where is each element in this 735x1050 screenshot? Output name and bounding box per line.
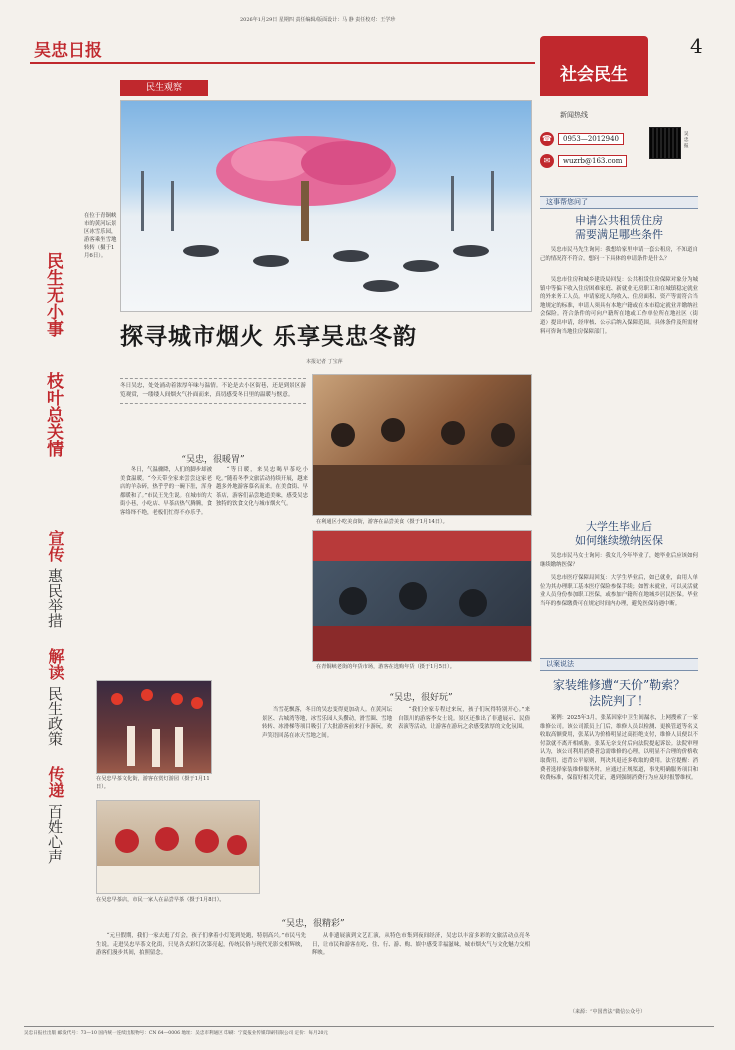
lead-paragraph: 冬日吴忠，处处涌动着浓厚年味与温情。不论是去小区街巷，还是到景区游览观赏，一缕缕人间烟火气扑面而来，真切感受冬日里的温暖与惬意。 <box>120 378 306 404</box>
text-col-c <box>262 706 392 898</box>
main-photo-caption: 在位于青铜峡市的黄河坛景区冰雪乐园，游客乘坐雪地转转（摄于1月6日）。 <box>84 213 117 259</box>
slogan-right-1b: 惠民举措 <box>46 568 64 628</box>
qa-title-3: 大学生毕业后 <box>586 520 652 533</box>
email-address: wuzrb@163.com <box>558 155 627 167</box>
para-d: “我们全家专程过来玩，孩子们玩得特别开心。”来自银川的游客李女士说。景区还推出了非遗展示、民俗表演等活动，让游客在游玩之余感受浓厚的文化氛围。 <box>398 707 530 731</box>
qa-answer <box>540 276 698 506</box>
case-label: 以案说法 <box>540 658 698 671</box>
page-number: 4 <box>690 34 703 58</box>
phone-number: 0953—2012940 <box>558 133 624 145</box>
section-badge <box>540 36 648 96</box>
text-col-a <box>120 466 212 676</box>
tea-photo <box>96 800 260 894</box>
subhead-2: “吴忠，很好玩” <box>389 693 453 703</box>
case-title-1: 家装维修遭“天价”勒索？ <box>552 678 686 692</box>
para-b: “等日暖，来吴忠喝早茶吃小吃。”随着冬季文旅活动持续开展，越来越多外地游客慕名而来。在美食街、早茶店，游客们品尝地道美味，感受吴忠独特的饮食文化与城市烟火气。 <box>216 467 308 508</box>
slogan-right-3b: 百姓心声 <box>46 804 64 864</box>
phone-row <box>540 132 624 146</box>
byline: 本报记者 丁宝萍 <box>306 359 343 365</box>
footer-divider <box>24 1026 714 1027</box>
qa-intro2-text: 吴忠市民马女士询问：我女儿今年毕业了，她毕业后应该如何继续缴纳医保？ <box>540 553 698 568</box>
slogan-left-1: 民生无小事 <box>43 252 63 337</box>
qa-title-1: 申请公共租赁住房 <box>575 214 663 227</box>
slogan-right-1a: 宣传 <box>46 530 65 562</box>
left-slogan-bar <box>32 252 62 492</box>
hotline-box <box>540 110 698 190</box>
main-photo <box>120 100 532 312</box>
market-photo <box>312 530 532 662</box>
case-source: （来源：“中国普法”微信公众号） <box>570 1009 646 1015</box>
footer: 吴忠日报社出版 邮发代号：73—10 国内统一连续出版物号：CN 64—0006 地址：吴忠市利通区 印刷：宁夏报业传媒印刷有限公司 定价：每月20元 <box>24 1031 329 1036</box>
qa-answer2-text: 吴忠市医疗保障局回复：大学生毕业后，如已就业，由用人单位为其办理职工基本医疗保险参保手续；如暂未就业，可以灵活就业人员身份参加职工医保，或参加户籍所在地城乡居民医保。毕业当年的参保缴费可在规定时间内办理，避免医保待遇中断。 <box>540 575 698 607</box>
right-slogan-bar <box>30 530 64 1010</box>
email-icon: ✉ <box>540 154 554 168</box>
family-tea-illustration <box>97 801 259 893</box>
slogan-right-3a: 传递 <box>46 766 65 798</box>
para-c: 当雪花飘落，冬日的吴忠变得更加动人。在黄河坛景区、古城湾等地，冰雪乐园人头攒动，滑雪圈、雪地转转、冰滑梯等项目吸引了大批游客前来打卡游玩，欢声笑语回荡在冰天雪地之间。 <box>262 707 392 739</box>
para-e: “元旦假期，我们一家去逛了灯会，孩子们拿着小灯笼到处跑，特别高兴。”市民马先生说。走进吴忠早茶文化街，只见各式彩灯次第亮起，传统民俗与现代光影交相辉映，游客们漫步其间，拍照留念。 <box>96 933 306 957</box>
para-a: 冬日，气温骤降，人们的脚步却被美食温暖。“今天带全家来尝尝这家老店的羊杂碎，热乎乎的一碗下肚，浑身都暖和了。”市民王先生说。在城市的大街小巷，小吃店、早茶店热气腾腾，食客络绎不绝，老板们忙得不亦乐乎。 <box>120 467 212 516</box>
hotline-title: 新闻热线 <box>560 111 588 119</box>
qa-intro-text: 吴忠市民马先生询问：我想给家里申请一套公租房，不知道自己的情况符不符合，想问一下具体的申请条件是什么？ <box>540 247 698 262</box>
snow-scene-illustration <box>121 101 531 311</box>
food-street-photo <box>312 374 532 516</box>
top-bar: 2026年1月29日 星期四 责任编辑/版面设计：马 静 责任校对：王学珍 <box>240 17 396 23</box>
feature-tag: 民生观察 <box>120 80 208 96</box>
tea-caption: 在吴忠早茶店，市民一家人在品尝早茶（摄于1月8日）。 <box>96 897 225 903</box>
text-col-e <box>96 932 306 1020</box>
qa-label: 这事帮您问了 <box>540 196 698 209</box>
phone-icon: ☎ <box>540 132 554 146</box>
para-f: 从非遗展演到文艺汇演，从特色市集到夜间经济，吴忠以丰富多彩的文旅活动点亮冬日，让市民和游客在吃、住、行、游、购、娱中感受幸福滋味，城市烟火气与文化魅力交相辉映。 <box>312 933 530 957</box>
qr-code <box>650 128 680 158</box>
email-row <box>540 154 627 168</box>
section-name: 社会民生 <box>560 65 628 85</box>
qa-intro-2 <box>540 552 698 572</box>
header-divider <box>30 62 535 64</box>
qa-intro <box>540 246 698 274</box>
lantern-photo <box>96 680 212 774</box>
headline: 探寻城市烟火 乐享吴忠冬韵 <box>120 323 418 350</box>
case-title-2: 法院判了！ <box>588 694 649 708</box>
diners-illustration <box>313 375 531 515</box>
lantern-caption: 在吴忠早茶文化街，游客在赏灯游园（摄于1月11日）。 <box>96 776 210 790</box>
qa-answer-2 <box>540 574 698 646</box>
qr-label: 吴忠报 <box>684 132 689 149</box>
market-crowd-illustration <box>313 531 531 661</box>
food-street-caption: 在利通区小吃美食街，游客在品尝美食（摄于1月14日）。 <box>316 519 448 525</box>
lantern-illustration <box>97 681 211 773</box>
text-col-d <box>398 706 530 898</box>
subhead-3: “吴忠，很精彩” <box>281 919 345 929</box>
text-col-b <box>216 466 308 676</box>
subhead-1: “吴忠，很暖胃” <box>181 455 245 465</box>
qa-title-2: 需要满足哪些条件 <box>575 228 663 241</box>
case-body <box>540 714 698 1004</box>
text-col-f <box>312 932 530 1020</box>
masthead: 吴忠日报 <box>34 41 102 61</box>
slogan-right-2b: 民生政策 <box>46 686 64 746</box>
market-caption: 在青铜峡老街的年货市场，游客在选购年货（摄于1月5日）。 <box>316 664 455 670</box>
qa-answer-text: 吴忠市住房和城乡建设局回复：公共租赁住房保障对象分为城镇中等偏下收入住房困难家庭、新就业无房职工和在城镇稳定就业的外来务工人员。申请家庭人均收入、住房面积、资产等需符合当地规定的标准，申请人须具有本地户籍或在本市稳定就业并缴纳社会保险。符合条件的可向户籍所在地或工作单位所在地社区（街道）提出申请，经审核、公示后纳入保障范围。具体条件及所需材料可咨询当地住房保障部门。 <box>540 277 698 335</box>
slogan-left-2: 枝叶总关情 <box>43 372 63 457</box>
case-body-text: 案例：2025年3月，张某因家中卫生间漏水，上网搜索了一家维修公司。该公司派员上门后，维修人员以检测、更换管道等名义收取高额费用，张某认为价格明显过高拒绝支付，维修人员便以不付款就不离开相威胁。张某无奈支付后向法院提起诉讼。法院审理认为，该公司利用消费者急需维修的心理，以明显不合理的价格收取费用，违背公平原则，判决其退还多收取的费用。法官提醒：消费者选择家装维修服务时，应通过正规渠道，事先明确服务项目和收费标准，保留好相关凭证，遇到强制消费行为应及时报警维权。 <box>540 715 698 782</box>
slogan-right-2a: 解读 <box>46 648 65 680</box>
qa-title-4: 如何继续缴纳医保 <box>575 534 663 547</box>
